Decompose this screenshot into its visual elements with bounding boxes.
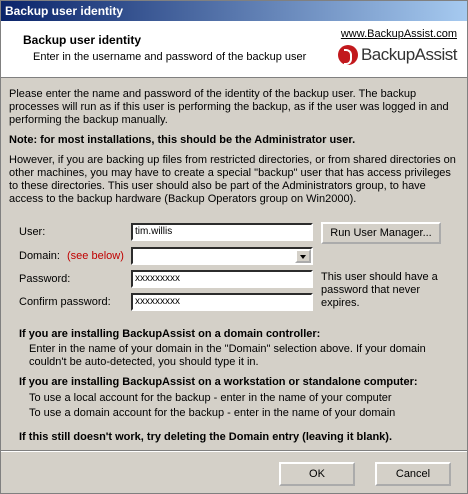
logo-icon — [338, 45, 358, 65]
backupassist-logo — [338, 43, 457, 67]
footer-divider — [1, 450, 467, 452]
ws-local-text: To use a local account for the backup - enter in the name of your computer — [29, 392, 392, 404]
password-label: Password: — [19, 273, 71, 285]
domain-select[interactable] — [131, 247, 313, 265]
domain-hint: (see below) — [67, 250, 124, 262]
ok-button[interactable]: OK — [279, 462, 355, 486]
confirm-password-label: Confirm password: — [19, 296, 111, 308]
cancel-button[interactable]: Cancel — [375, 462, 451, 486]
intro-paragraph: Please enter the name and password of the identity of the backup user. The backup processes will run as if this user is performing the backup, as if the user was logged in and performing the backup manually. — [9, 88, 449, 126]
user-label: User: — [19, 226, 46, 238]
confirm-password-input[interactable]: xxxxxxxxx — [131, 293, 313, 311]
website-link[interactable]: www.BackupAssist.com — [340, 28, 457, 40]
dc-heading: If you are installing BackupAssist on a domain controller: — [19, 328, 321, 340]
logo-text: BackupAssist — [360, 45, 457, 64]
header-subtitle: Enter in the username and password of the backup user — [33, 51, 307, 63]
ws-domain-text: To use a domain account for the backup - enter in the name of your domain — [29, 407, 396, 419]
ws-heading: If you are installing BackupAssist on a workstation or standalone computer: — [19, 376, 418, 388]
restricted-paragraph: However, if you are backing up files from restricted directories, or from shared directories on other machines, you may have to create a special "backup" user that has access privileges to these directories. This user should also be part of the Administrators group, to have access to the backup hardware (Backup Operators group on Win2000). — [9, 154, 456, 205]
user-input[interactable]: tim.willis — [131, 223, 313, 241]
chevron-down-icon[interactable] — [295, 249, 311, 263]
password-input[interactable]: xxxxxxxxx — [131, 270, 313, 288]
dc-text: Enter in the name of your domain in the "Domain" selection above. If your domain couldn't be auto-detected, you should type it in. — [29, 343, 426, 368]
run-user-manager-button[interactable]: Run User Manager... — [321, 222, 441, 244]
header-panel — [1, 21, 467, 78]
header-title: Backup user identity — [23, 33, 142, 47]
domain-label: Domain: — [19, 250, 60, 262]
title-bar: Backup user identity — [1, 1, 467, 21]
fallback-text: If this still doesn't work, try deleting the Domain entry (leaving it blank). — [19, 431, 393, 443]
password-note: This user should have a password that never expires. — [321, 271, 438, 309]
note-text: Note: for most installations, this should be the Administrator user. — [9, 134, 356, 146]
